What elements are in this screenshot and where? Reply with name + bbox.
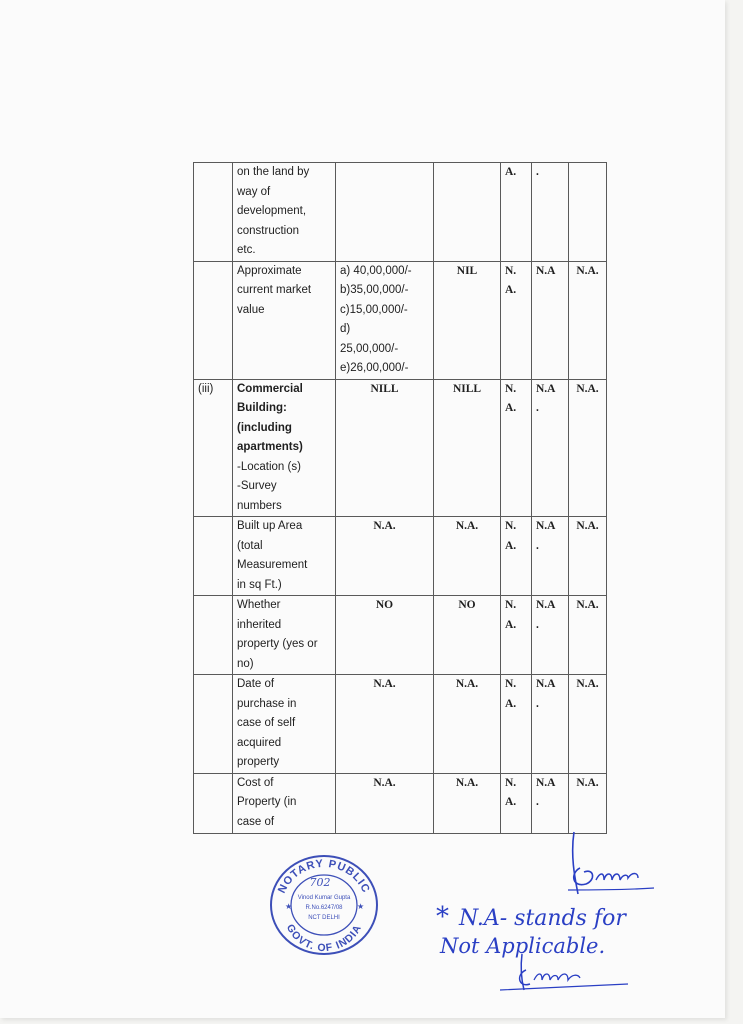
value-cell-self: N.A. <box>336 517 434 596</box>
value-cell-dependent-2: N.A . <box>532 773 569 833</box>
description-cell: Cost of Property (in case of <box>233 773 336 833</box>
stamp-bottom-text: GOVT. OF INDIA <box>283 922 365 955</box>
value-cell-dependent-3: N.A. <box>569 596 607 675</box>
row-number-cell <box>194 675 233 774</box>
row-number-cell <box>194 163 233 262</box>
table-body <box>194 163 607 834</box>
row-number-cell <box>194 517 233 596</box>
value-cell-self: N.A. <box>336 675 434 774</box>
description-cell: Date of purchase in case of self acquired property <box>233 675 336 774</box>
value-cell-dependent-3: N.A. <box>569 379 607 517</box>
value-cell-spouse: NILL <box>434 379 501 517</box>
value-cell-self: NO <box>336 596 434 675</box>
stamp-name: Vinod Kumar Gupta <box>297 895 351 901</box>
value-cell-dependent-1: A. <box>501 163 532 262</box>
value-cell-spouse <box>434 163 501 262</box>
svg-text:GOVT. OF INDIA <box>284 922 364 954</box>
handwritten-note-line1: * N.A- stands for <box>436 902 626 932</box>
value-cell-dependent-1: N. A. <box>501 675 532 774</box>
table-row <box>194 379 607 517</box>
value-cell-dependent-3: N.A. <box>569 517 607 596</box>
stamp-city: NCT DELHI <box>308 915 340 921</box>
table-row <box>194 596 607 675</box>
value-cell-dependent-2: N.A . <box>532 596 569 675</box>
value-cell-dependent-2: N.A . <box>532 675 569 774</box>
value-cell-dependent-1: N. A. <box>501 517 532 596</box>
row-number-cell <box>194 261 233 379</box>
table-row <box>194 517 607 596</box>
asterisk-marker: * <box>436 902 449 932</box>
svg-text:★: ★ <box>357 902 365 911</box>
svg-text:★: ★ <box>285 902 293 911</box>
value-cell-dependent-3: N.A. <box>569 261 607 379</box>
row-number-cell <box>194 596 233 675</box>
description-cell: Whether inherited property (yes or no) <box>233 596 336 675</box>
value-cell-self: NILL <box>336 379 434 517</box>
value-cell-self: N.A. <box>336 773 434 833</box>
value-cell-spouse: NIL <box>434 261 501 379</box>
signature-bottom <box>500 950 630 1010</box>
value-cell-spouse: NO <box>434 596 501 675</box>
description-cell: Approximate current market value <box>233 261 336 379</box>
value-cell-dependent-1: N. A. <box>501 379 532 517</box>
notary-stamp <box>268 853 380 957</box>
row-number-cell: (iii) <box>194 379 233 517</box>
description-cell: Commercial Building: (including apartments) -Location (s) -Survey numbers <box>233 379 336 517</box>
value-cell-dependent-2: N.A . <box>532 379 569 517</box>
value-cell-dependent-2: N.A <box>532 261 569 379</box>
value-cell-spouse: N.A. <box>434 675 501 774</box>
property-declaration-table <box>193 162 607 834</box>
stamp-reg-no: R.No.6247/08 <box>305 905 343 911</box>
value-cell-dependent-1: N. A. <box>501 261 532 379</box>
value-cell-dependent-3: N.A. <box>569 675 607 774</box>
signature-top <box>566 828 656 898</box>
table-row <box>194 163 607 262</box>
table-row <box>194 261 607 379</box>
value-cell-dependent-3: N.A. <box>569 773 607 833</box>
handwritten-note-line2: Not Applicable. <box>440 934 606 958</box>
value-cell-dependent-3 <box>569 163 607 262</box>
value-cell-self <box>336 163 434 262</box>
table-row <box>194 675 607 774</box>
value-cell-self: a) 40,00,000/- b)35,00,000/- c)15,00,000/- d) 25,00,000/- e)26,00,000/- <box>336 261 434 379</box>
stamp-top-text: NOTARY PUBLIC <box>275 857 373 896</box>
description-cell: on the land by way of development, construction etc. <box>233 163 336 262</box>
value-cell-dependent-2: N.A . <box>532 517 569 596</box>
value-cell-spouse: N.A. <box>434 773 501 833</box>
description-cell: Built up Area (total Measurement in sq Ft.) <box>233 517 336 596</box>
stamp-number: 702 <box>309 876 331 889</box>
row-number-cell <box>194 773 233 833</box>
value-cell-dependent-2: . <box>532 163 569 262</box>
table-row <box>194 773 607 833</box>
value-cell-dependent-1: N. A. <box>501 596 532 675</box>
value-cell-dependent-1: N. A. <box>501 773 532 833</box>
notary-seal-icon <box>268 853 380 957</box>
value-cell-spouse: N.A. <box>434 517 501 596</box>
